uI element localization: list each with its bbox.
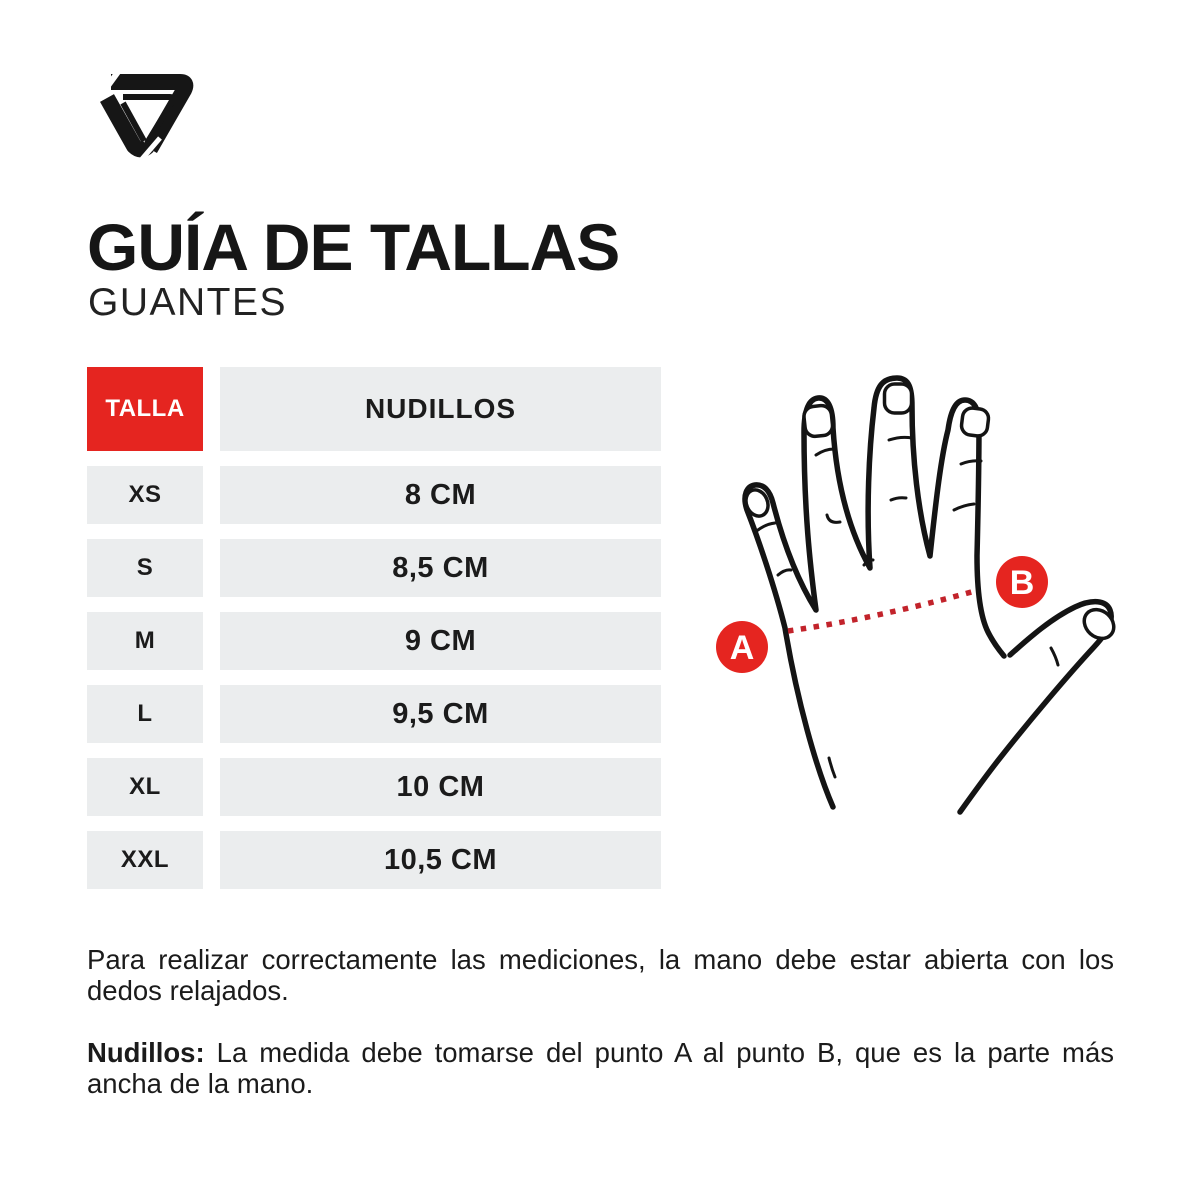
nudillos-note-label: Nudillos:	[87, 1037, 205, 1068]
table-header-talla: TALLA	[87, 367, 203, 451]
table-row-size: XXL	[87, 831, 203, 889]
brand-logo-icon	[85, 62, 198, 158]
wrist-crease	[829, 758, 835, 777]
size-table	[87, 367, 661, 889]
instructions	[87, 944, 1114, 1099]
point-b-marker	[996, 556, 1048, 608]
point-a-label: A	[729, 629, 755, 667]
table-row-size: XS	[87, 466, 203, 524]
page-subtitle: GUANTES	[88, 281, 288, 324]
table-row-size: S	[87, 539, 203, 597]
table-header-nudillos: NUDILLOS	[220, 367, 661, 451]
page-title: GUÍA DE TALLAS	[87, 210, 620, 284]
hand-illustration	[690, 360, 1170, 830]
hand-outline	[745, 378, 1004, 807]
table-row-value: 8,5 CM	[220, 539, 661, 597]
measurement-instruction-text: Para realizar correctamente las mediciones, la mano debe estar abierta con los dedos relajados.	[87, 944, 1114, 1006]
table-row-value: 9 CM	[220, 612, 661, 670]
measurement-instruction	[87, 944, 1114, 1006]
point-a-marker	[716, 621, 768, 673]
table-row-value: 10,5 CM	[220, 831, 661, 889]
table-row-value: 9,5 CM	[220, 685, 661, 743]
nudillos-note-text: La medida debe tomarse del punto A al punto B, que es la parte más ancha de la mano.	[87, 1037, 1114, 1099]
table-row-size: L	[87, 685, 203, 743]
table-row-size: XL	[87, 758, 203, 816]
table-row-value: 10 CM	[220, 758, 661, 816]
table-row-value: 8 CM	[220, 466, 661, 524]
table-row-size: M	[87, 612, 203, 670]
point-b-label: B	[1009, 564, 1035, 602]
nudillos-note	[87, 1037, 1114, 1099]
